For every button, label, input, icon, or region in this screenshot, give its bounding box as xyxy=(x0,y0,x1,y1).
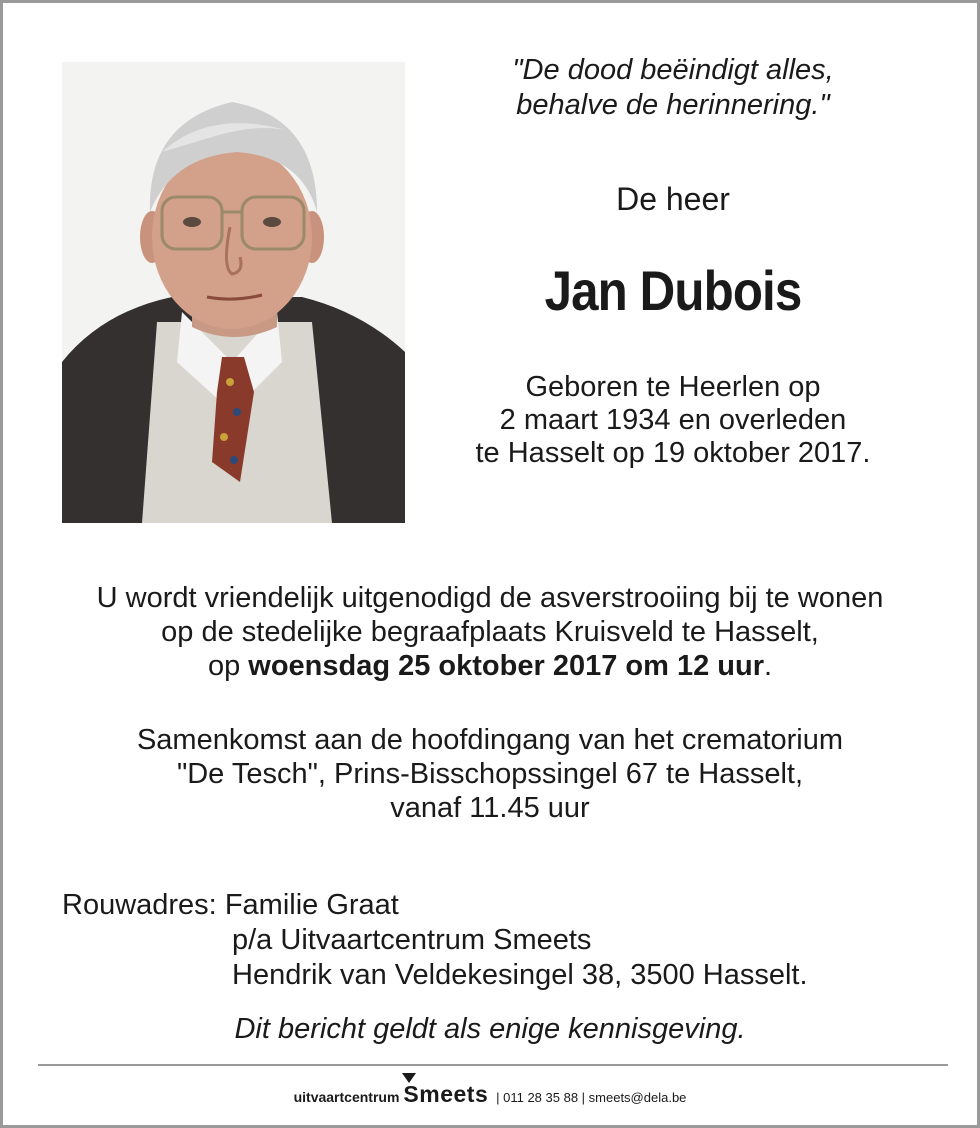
address-row-1 xyxy=(62,888,808,923)
brand-prefix: uitvaartcentrum xyxy=(293,1089,400,1105)
portrait-photo xyxy=(62,62,405,523)
invitation-text xyxy=(3,581,977,683)
header-column xyxy=(443,53,903,469)
footer-brand xyxy=(294,1069,687,1108)
invitation-prefix: op xyxy=(207,650,249,682)
gathering-line-1: Samenkomst aan de hoofdingang van het crematorium xyxy=(136,724,844,756)
gathering-line-3: vanaf 11.45 uur xyxy=(390,792,590,824)
birth-death-info xyxy=(443,371,903,470)
brand-triangle-icon xyxy=(402,1073,416,1083)
address-label: Rouwadres: xyxy=(62,889,217,921)
birth-line-2: 2 maart 1934 en overleden xyxy=(499,404,847,436)
invitation-suffix: . xyxy=(764,650,773,682)
invitation-line-2: op de stedelijke begraafplaats Kruisveld te Hasselt, xyxy=(161,616,819,648)
footer xyxy=(3,1069,977,1119)
quote-line-1: "De dood beëindigt alles, xyxy=(512,54,834,86)
invitation-line-3 xyxy=(3,649,977,683)
invitation-line-1: U wordt vriendelijk uitgenodigd de asverstrooiing bij te wonen xyxy=(96,582,884,614)
birth-line-1: Geboren te Heerlen op xyxy=(525,371,821,403)
brand-name: Smeets xyxy=(403,1081,489,1107)
ceremony-date: woensdag 25 oktober 2017 om 12 uur xyxy=(248,650,764,682)
mourning-address xyxy=(62,888,808,993)
deceased-name: Jan Dubois xyxy=(544,259,802,322)
notice-text: Dit bericht geldt als enige kennisgeving. xyxy=(234,1013,746,1045)
honorific: De heer xyxy=(616,181,730,217)
contact-info: | 011 28 35 88 | smeets@dela.be xyxy=(496,1090,687,1105)
gathering-info xyxy=(3,723,977,825)
address-line-2: p/a Uitvaartcentrum Smeets xyxy=(232,924,592,956)
address-line-1: Familie Graat xyxy=(224,889,399,921)
footer-divider xyxy=(38,1064,948,1066)
address-line-3: Hendrik van Veldekesingel 38, 3500 Hasselt. xyxy=(232,959,808,991)
birth-line-3: te Hasselt op 19 oktober 2017. xyxy=(475,437,871,469)
gathering-line-2: "De Tesch", Prins-Bisschopssingel 67 te Hasselt, xyxy=(176,758,804,790)
epitaph-quote xyxy=(443,53,903,123)
quote-line-2: behalve de herinnering." xyxy=(516,89,830,121)
